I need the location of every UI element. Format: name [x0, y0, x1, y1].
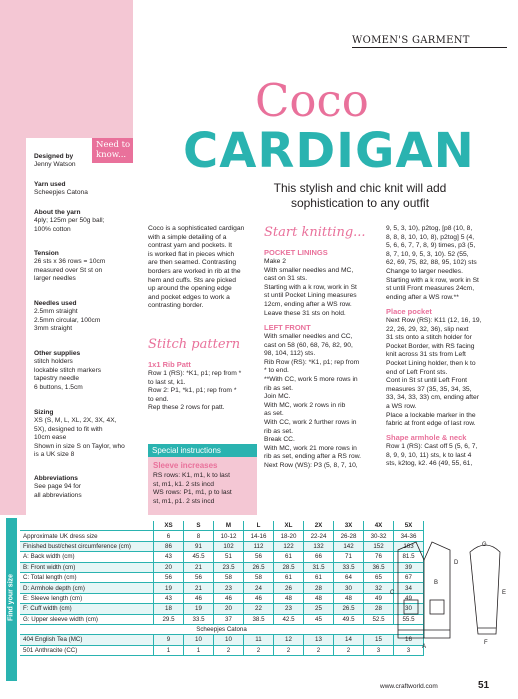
table-cell: 2X: [304, 521, 334, 531]
table-cell: L: [244, 521, 274, 531]
stitch-pattern-heading: Stitch pattern: [148, 337, 241, 352]
start-knitting-heading: Start knitting...: [264, 225, 366, 240]
place-pocket-text: Next Row (RS): K11 (12, 16, 19, 22, 26, 29, 32, 36), slip next 31 sts onto a stitch holder for Pocket Border, with RS facing knit across 31 sts from Left Pocket Lining holder, then k to end of Left Front sts. Cont in St st until Left Front measures 37 (35, 35, 34, 35, 33, 34, 33, 33) cm, ending after a WS row. Place a lockable marker in the fabric at front edge of last row.: [386, 317, 482, 428]
table-row: [20, 635, 424, 645]
label-c: C: [390, 590, 395, 596]
need-to-know-tab: Need to know...: [92, 138, 133, 163]
table-cell: 46: [214, 593, 244, 603]
row-label: 501 Anthracite (CC): [20, 645, 154, 655]
table-cell: 20: [214, 604, 244, 614]
table-cell: 22: [244, 604, 274, 614]
table-cell: 42.5: [274, 614, 304, 624]
sleeve-increases-heading: Sleeve increases: [153, 461, 218, 470]
sleeve-increases-text: RS rows: K1, m1, k to last st, m1, k1. 2 sts incd WS rows: P1, m1, p to last st, m1, p1. 2 sts incd: [153, 472, 232, 505]
sidebar-abbreviations: Abbreviations See page 94 for all abbreviations: [34, 475, 82, 499]
table-cell: 1: [184, 645, 214, 655]
table-cell: 61: [274, 552, 304, 562]
pocket-linings-heading: POCKET LININGS: [264, 248, 328, 257]
table-cell: 152: [364, 541, 394, 551]
table-row: [20, 593, 424, 603]
table-cell: M: [214, 521, 244, 531]
table-cell: 38.5: [244, 614, 274, 624]
table-cell: 49: [394, 593, 424, 603]
table-cell: 51: [214, 552, 244, 562]
table-cell: 56: [154, 572, 184, 582]
table-cell: 14-16: [244, 531, 274, 541]
table-cell: 2: [214, 645, 244, 655]
table-row: [20, 572, 424, 582]
table-cell: 33.5: [334, 562, 364, 572]
table-row: [20, 604, 424, 614]
table-cell: 49.5: [334, 614, 364, 624]
rib-patt-heading: 1x1 Rib Patt: [148, 360, 191, 369]
table-cell: 61: [304, 572, 334, 582]
size-table: [20, 521, 427, 656]
row-label: D: Armhole depth (cm): [20, 583, 154, 593]
table-cell: 49: [364, 593, 394, 603]
table-cell: 58: [244, 572, 274, 582]
table-cell: 46: [244, 593, 274, 603]
table-cell: 11: [244, 635, 274, 645]
table-cell: 66: [304, 552, 334, 562]
table-cell: 43: [154, 552, 184, 562]
table-cell: 1: [154, 645, 184, 655]
table-cell: 3: [394, 645, 424, 655]
label-d: D: [454, 560, 459, 566]
title-coco: Coco: [255, 74, 369, 127]
table-cell: 91: [184, 541, 214, 551]
table-cell: 29.5: [154, 614, 184, 624]
table-cell: 56: [244, 552, 274, 562]
table-cell: 48: [304, 593, 334, 603]
table-cell: 9: [154, 635, 184, 645]
sidebar-designer: Designed by Jenny Watson: [34, 153, 76, 169]
table-cell: 71: [334, 552, 364, 562]
table-cell: 26-28: [334, 531, 364, 541]
table-cell: 46: [184, 593, 214, 603]
pocket-left: [404, 600, 418, 614]
table-cell: 10: [214, 635, 244, 645]
table-row: [20, 562, 424, 572]
table-cell: 28: [304, 583, 334, 593]
table-cell: 23.5: [214, 562, 244, 572]
row-label: A: Back width (cm): [20, 552, 154, 562]
sidebar-tension: Tension 26 sts x 36 rows = 10cm measured over St st on larger needles: [34, 250, 106, 283]
label-e: E: [502, 590, 507, 596]
table-cell: 45.5: [184, 552, 214, 562]
table-cell: 28: [364, 604, 394, 614]
shape-armhole-heading: Shape armhole & neck: [386, 433, 467, 442]
table-cell: 30-32: [364, 531, 394, 541]
table-cell: 142: [334, 541, 364, 551]
table-cell: 122: [274, 541, 304, 551]
page-number: 51: [478, 680, 490, 691]
table-cell: 4X: [364, 521, 394, 531]
label-b: B: [434, 580, 439, 586]
table-cell: 34-36: [394, 531, 424, 541]
table-cell: 86: [154, 541, 184, 551]
table-cell: 3: [364, 645, 394, 655]
table-cell: 14: [334, 635, 364, 645]
title-cardigan: CARDIGAN: [183, 123, 475, 179]
sleeve-outline: [470, 545, 500, 634]
table-cell: 15: [364, 635, 394, 645]
table-cell: 10-12: [214, 531, 244, 541]
table-cell: 18-20: [274, 531, 304, 541]
table-cell: 31.5: [304, 562, 334, 572]
table-cell: 56: [184, 572, 214, 582]
header-rule: [352, 47, 507, 48]
special-instructions-bar: Special instructions: [148, 444, 257, 457]
table-cell: 102: [214, 541, 244, 551]
table-cell: 33.5: [184, 614, 214, 624]
table-cell: 10: [184, 635, 214, 645]
table-cell: 2: [274, 645, 304, 655]
left-front-heading: LEFT FRONT: [264, 323, 311, 332]
row-label: [20, 521, 154, 531]
table-row: [20, 531, 424, 541]
table-cell: 45: [304, 614, 334, 624]
rib-patt-instructions: Row 1 (RS): *K1, p1; rep from * to last st, k1. Row 2: P1, *k1, p1; rep from * to end. Rep these 2 rows for patt.: [148, 370, 242, 412]
sidebar-needles: Needles used 2.5mm straight 2.5mm circular, 100cm 3mm straight: [34, 300, 101, 333]
table-cell: 25: [304, 604, 334, 614]
table-cell: 20: [154, 562, 184, 572]
table-cell: 52.5: [364, 614, 394, 624]
table-cell: 61: [274, 572, 304, 582]
table-cell: 23: [274, 604, 304, 614]
table-cell: 32: [364, 583, 394, 593]
table-cell: 55.5: [394, 614, 424, 624]
row-label: Finished bust/chest circumference (cm): [20, 541, 154, 551]
table-cell: 163: [394, 541, 424, 551]
table-cell: 18: [154, 604, 184, 614]
table-cell: XL: [274, 521, 304, 531]
yarn-header-row: [20, 624, 424, 634]
table-cell: 13: [304, 635, 334, 645]
row-label: C: Total length (cm): [20, 572, 154, 582]
table-cell: 30: [334, 583, 364, 593]
table-cell: 28.5: [274, 562, 304, 572]
shape-armhole-text: Row 1 (RS): Cast off 5 (5, 6, 7, 8, 9, 9, 10, 11) sts, k to last 4 sts, k2tog, k2. 46 (49, 55, 61,: [386, 443, 478, 468]
pocket-linings-text: Make 2 With smaller needles and MC, cast on 31 sts. Starting with a k row, work in St st until Pocket Lining measures 12cm, ending after a WS row. Leave these 31 sts on hold.: [264, 258, 357, 317]
table-cell: 39: [394, 562, 424, 572]
table-cell: 26.5: [244, 562, 274, 572]
table-row: [20, 541, 424, 551]
sidebar-about-yarn: About the yarn 4ply; 125m per 50g ball; 100% cotton: [34, 209, 105, 233]
pocket-right: [430, 600, 444, 614]
table-cell: 37: [214, 614, 244, 624]
table-cell: S: [184, 521, 214, 531]
table-cell: 58: [214, 572, 244, 582]
table-row: [20, 521, 424, 531]
table-cell: 48: [334, 593, 364, 603]
table-cell: 2: [244, 645, 274, 655]
table-cell: 24: [244, 583, 274, 593]
schematic-diagram: [388, 530, 512, 654]
table-cell: 21: [184, 562, 214, 572]
table-cell: 48: [274, 593, 304, 603]
subtitle: This stylish and chic knit will add sophistication to any outfit: [273, 181, 447, 210]
table-cell: 81.5: [394, 552, 424, 562]
table-cell: 5X: [394, 521, 424, 531]
table-cell: 43: [154, 593, 184, 603]
table-cell: 26: [274, 583, 304, 593]
table-cell: 64: [334, 572, 364, 582]
table-row: [20, 552, 424, 562]
row-label: 404 English Tea (MC): [20, 635, 154, 645]
label-f: F: [484, 640, 488, 646]
intro-paragraph: Coco is a sophisticated cardigan with a simple detailing of a contrast yarn and pockets. It is worked flat in pieces which are then seamed. Contrasting borders are worked in rib at the hem and cuffs. Sts are picked up around the opening edge and pocket edges to work a contrasting border.: [148, 225, 245, 310]
table-cell: 12: [274, 635, 304, 645]
table-cell: 112: [244, 541, 274, 551]
label-g: G: [482, 542, 487, 548]
table-cell: 21: [184, 583, 214, 593]
row-label: F: Cuff width (cm): [20, 604, 154, 614]
table-cell: 8: [184, 531, 214, 541]
table-cell: 65: [364, 572, 394, 582]
table-cell: 19: [184, 604, 214, 614]
left-front-text: With smaller needles and CC, cast on 58 (60, 68, 76, 82, 90, 98, 104, 112) sts. Rib Row (RS): *K1, p1; rep from * to end. **With CC, work 5 more rows in rib as set. Join MC. With MC, work 2 rows in rib as set. With CC, work 2 further rows in rib as set. Break CC. With MC, work 21 more rows in rib as set, ending after a RS row. Next Row (WS): P3 (5, 8, 7, 10,: [264, 333, 362, 469]
table-cell: 19: [154, 583, 184, 593]
table-cell: 16: [394, 635, 424, 645]
row-label: B: Front width (cm): [20, 562, 154, 572]
sidebar-yarn: Yarn used Scheepjes Catona: [34, 181, 88, 197]
label-a: A: [422, 644, 427, 650]
table-cell: XS: [154, 521, 184, 531]
sidebar-supplies: Other supplies stitch holders lockable stitch markers tapestry needle 6 buttons, 1.5cm: [34, 350, 102, 391]
table-cell: 3X: [334, 521, 364, 531]
table-cell: 76: [364, 552, 394, 562]
table-row: [20, 614, 424, 624]
table-cell: 23: [214, 583, 244, 593]
table-cell: 26.5: [334, 604, 364, 614]
table-row: [20, 583, 424, 593]
table-row: [20, 645, 424, 655]
row-label: G: Upper sleeve width (cm): [20, 614, 154, 624]
row-label: Approximate UK dress size: [20, 531, 154, 541]
footer-url: www.craftworld.com: [380, 683, 438, 690]
table-cell: 30: [394, 604, 424, 614]
section-title: WOMEN'S GARMENT: [352, 35, 470, 46]
table-cell: 2: [334, 645, 364, 655]
table-cell: 22-24: [304, 531, 334, 541]
table-cell: 36.5: [364, 562, 394, 572]
yarn-header: Scheepjes Catona: [20, 624, 424, 634]
find-your-size-bar: Find your size: [6, 518, 17, 681]
left-front-continued: 9, 5, 3, 10), p2tog, [p8 (10, 8, 8, 8, 8, 10, 10, 8), p2tog] 5 (4, 5, 6, 6, 7, 7, 8, 9) times, p3 (5, 8, 7, 10, 9, 5, 3, 10). 52 (55, 62, 69, 75, 82, 88, 95, 102) sts Change to larger needles. Starting with a k row, work in St st until Front measures 24cm, ending after a WS row.**: [386, 225, 479, 301]
table-cell: 6: [154, 531, 184, 541]
table-cell: 132: [304, 541, 334, 551]
table-cell: 2: [304, 645, 334, 655]
sidebar-sizing: Sizing XS (S, M, L, XL, 2X, 3X, 4X, 5X), designed to fit with 10cm ease Shown in size S on Taylor, who is a UK size 8: [34, 409, 125, 459]
table-cell: 67: [394, 572, 424, 582]
table-cell: 34: [394, 583, 424, 593]
row-label: E: Sleeve length (cm): [20, 593, 154, 603]
place-pocket-heading: Place pocket: [386, 307, 432, 316]
